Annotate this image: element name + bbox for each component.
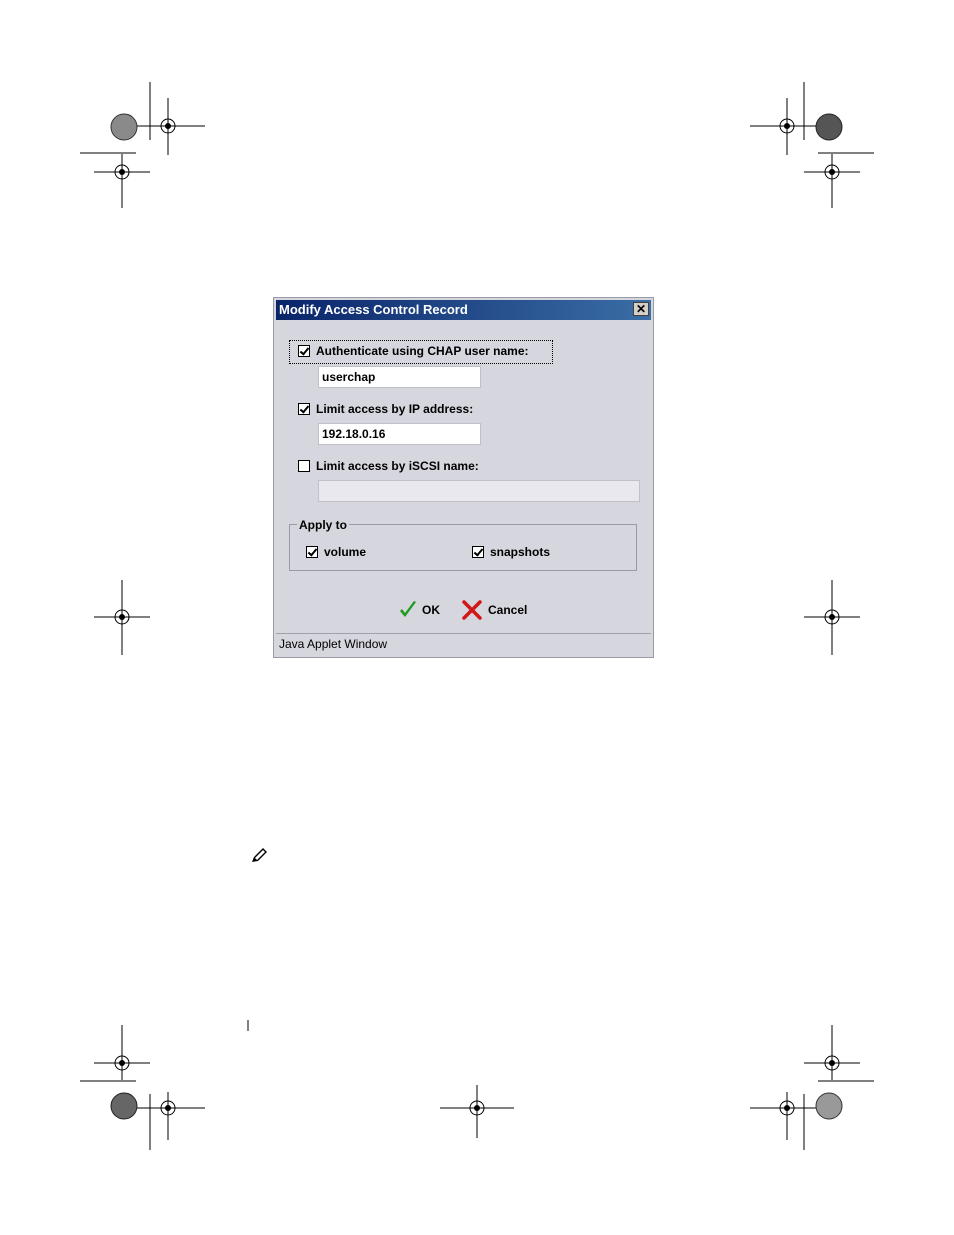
iscsi-name-input[interactable] <box>318 480 640 502</box>
apply-to-legend: Apply to <box>299 518 347 532</box>
ok-label: OK <box>422 603 440 617</box>
cancel-button[interactable] <box>462 600 527 620</box>
status-bar <box>276 633 651 655</box>
chap-checkbox[interactable] <box>298 345 310 357</box>
modify-access-control-dialog <box>273 297 654 658</box>
snapshots-checkbox[interactable] <box>472 546 484 558</box>
ok-button[interactable] <box>398 600 440 620</box>
volume-checkbox-row[interactable] <box>306 545 366 559</box>
chap-username-input[interactable]: userchap <box>318 366 481 388</box>
iscsi-label: Limit access by iSCSI name: <box>316 459 479 473</box>
iscsi-checkbox[interactable] <box>298 460 310 472</box>
checkmark-icon <box>398 600 418 620</box>
ip-address-input[interactable]: 192.18.0.16 <box>318 423 481 445</box>
volume-label: volume <box>324 545 367 559</box>
snapshots-label: snapshots <box>490 545 551 559</box>
status-text: Java Applet Window <box>279 637 388 651</box>
snapshots-checkbox-row[interactable] <box>472 545 550 559</box>
ip-checkbox-row[interactable] <box>298 402 473 416</box>
dialog-titlebar[interactable] <box>276 300 651 320</box>
chap-label: Authenticate using CHAP user name: <box>316 344 529 358</box>
volume-checkbox[interactable] <box>306 546 318 558</box>
note-pencil-icon <box>250 846 270 864</box>
iscsi-checkbox-row[interactable] <box>298 459 479 473</box>
cancel-label: Cancel <box>488 603 528 617</box>
close-button[interactable] <box>633 302 649 316</box>
close-icon: ✕ <box>635 302 647 316</box>
dialog-title: Modify Access Control Record <box>279 302 468 317</box>
ip-checkbox[interactable] <box>298 403 310 415</box>
ip-label: Limit access by IP address: <box>316 402 474 416</box>
chap-checkbox-row[interactable] <box>298 344 528 358</box>
cross-icon <box>462 600 482 620</box>
